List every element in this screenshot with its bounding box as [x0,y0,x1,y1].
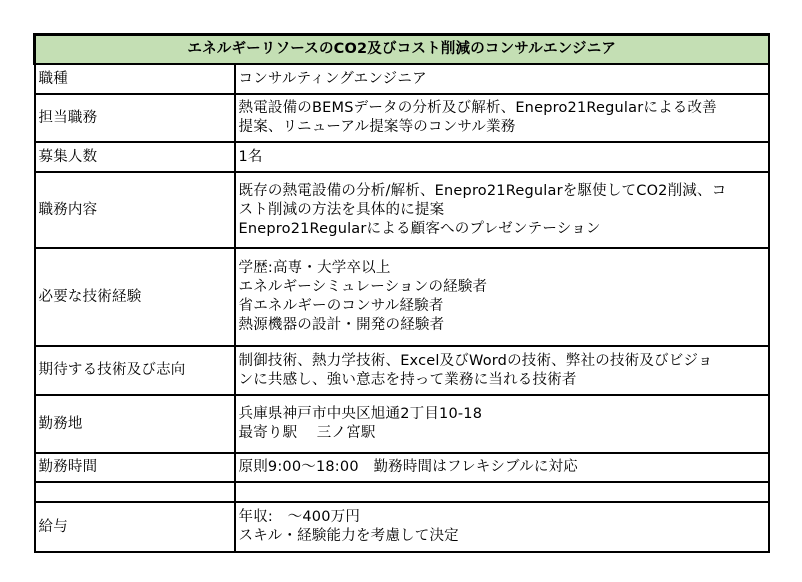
value-line: エネルギーシミュレーションの経験者 [238,279,488,295]
row-label-openings: 募集人数 [35,142,235,172]
value-line: 学歴:高専・大学卒以上 [238,260,391,276]
value-line: スキル・経験能力を考慮して決定 [238,528,459,544]
value-line: 熱源機器の設計・開発の経験者 [238,317,445,333]
value-line: コンサルティングエンジニア [238,70,427,87]
row-label-duties: 担当職務 [35,94,235,142]
row-value-openings [235,142,769,172]
job-posting-sheet [33,33,767,553]
row-value-job-content [235,172,769,248]
value-line: 省エネルギーのコンサル経験者 [238,298,444,314]
value-line: スト削減の方法を具体的に提案 [238,201,445,218]
row-label-salary: 給与 [35,502,235,552]
table-row-job-content [35,172,769,248]
row-label-empty [35,482,235,502]
table-row-job-type [35,64,769,94]
value-line: 最寄り駅 三ノ宮駅 [238,425,376,441]
table-title-row [35,35,769,65]
value-line: 年収: ～400万円 [238,509,361,525]
row-value-work-location [235,395,769,453]
value-line: Enepro21Regularによる顧客へのプレゼンテーション [238,220,601,237]
table-row-openings [35,142,769,172]
row-value-duties [235,94,769,142]
row-label-job-type: 職種 [35,64,235,94]
table-row-work-location [35,395,769,453]
table-row-duties [35,94,769,142]
row-value-salary [235,502,769,552]
value-line: 既存の熱電設備の分析/解析、Enepro21Regularを駆使してCO2削減、コ [238,182,727,199]
table-row-required-experience [35,248,769,346]
value-line: 制御技術、熱力学技術、Excel及びWordの技術、弊社の技術及びビジョ [238,352,713,369]
row-label-job-content: 職務内容 [35,172,235,248]
table-row-work-hours [35,453,769,482]
row-label-expected-skills: 期待する技術及び志向 [35,346,235,395]
table-row-salary [35,502,769,552]
row-label-work-hours: 勤務時間 [35,453,235,482]
row-value-job-type [235,64,769,94]
value-line: 原則9:00～18:00 勤務時間はフレキシブルに対応 [238,459,578,475]
row-label-work-location: 勤務地 [35,395,235,453]
row-value-work-hours [235,453,769,482]
value-line: 提案、リニューアル提案等のコンサル業務 [238,119,516,135]
table-title: エネルギーリソースのCO2及びコスト削減のコンサルエンジニア [35,35,769,65]
row-label-required-experience: 必要な技術経験 [35,248,235,346]
row-value-expected-skills [235,346,769,395]
value-line: ンに共感し、強い意志を持って業務に当れる技術者 [238,371,577,388]
job-posting-table [33,33,770,553]
table-row-expected-skills [35,346,769,395]
row-value-required-experience [235,248,769,346]
row-value-empty [235,482,769,502]
value-line: 熱電設備のBEMSデータの分析及び解析、Enepro21Regularによる改善 [238,100,717,116]
value-line: 兵庫県神戸市中央区旭通2丁目10-18 [238,406,483,422]
table-row-empty [35,482,769,502]
value-line: 1名 [238,148,263,165]
